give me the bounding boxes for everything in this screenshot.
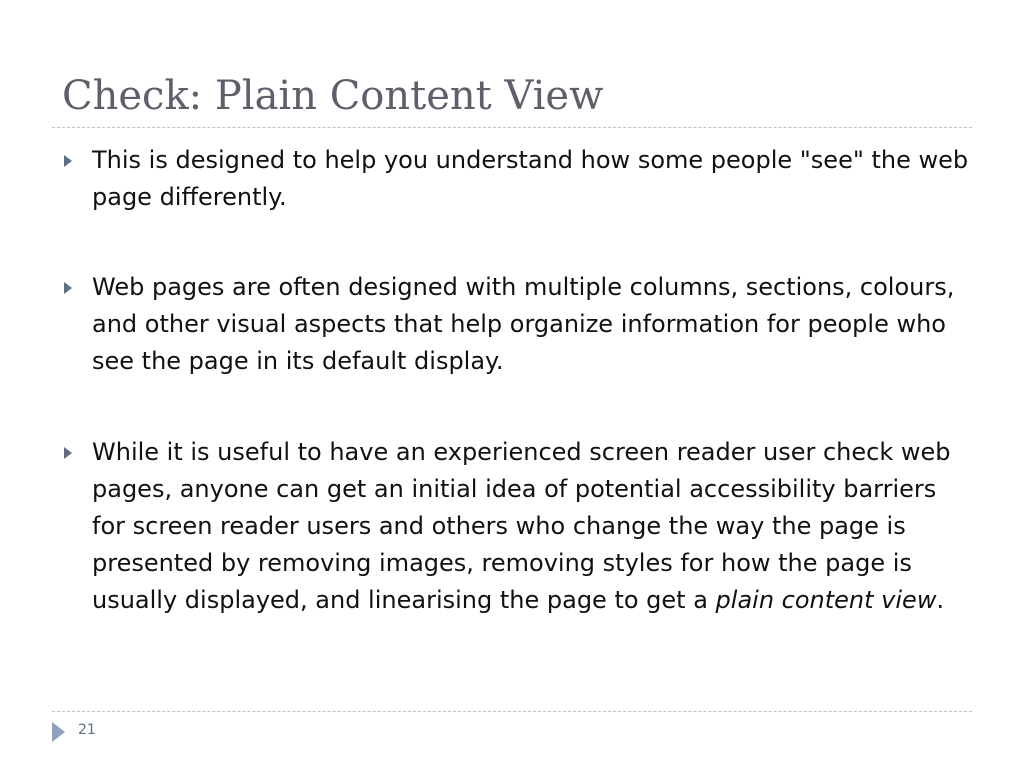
bullet-item xyxy=(92,269,972,380)
bullet-text: Web pages are often designed with multiple columns, sections, colours, and other visual aspects that help organize information for people who see the page in its default display. xyxy=(92,273,955,375)
emphasized-text: plain content view xyxy=(715,586,937,614)
title-divider xyxy=(52,127,972,128)
footer-triangle-icon xyxy=(52,722,65,742)
footer-divider xyxy=(52,711,972,712)
triangle-right-icon xyxy=(64,447,72,459)
bullet-item xyxy=(92,142,972,216)
slide-title: Check: Plain Content View xyxy=(62,73,604,119)
triangle-right-icon xyxy=(64,282,72,294)
bullet-item xyxy=(92,434,972,619)
bullet-text: This is designed to help you understand how some people "see" the web page differently. xyxy=(92,146,969,211)
triangle-right-icon xyxy=(64,155,72,167)
page-number: 21 xyxy=(78,722,96,738)
bullet-text-end: . xyxy=(936,586,945,614)
bullet-text: While it is useful to have an experienced screen reader user check web pages, anyone can get an initial idea of potential accessibility barriers for screen reader users and others who change the way the page is presented by removing images, removing styles for how the page is usually displayed, and linearising the page to get a xyxy=(92,438,951,614)
